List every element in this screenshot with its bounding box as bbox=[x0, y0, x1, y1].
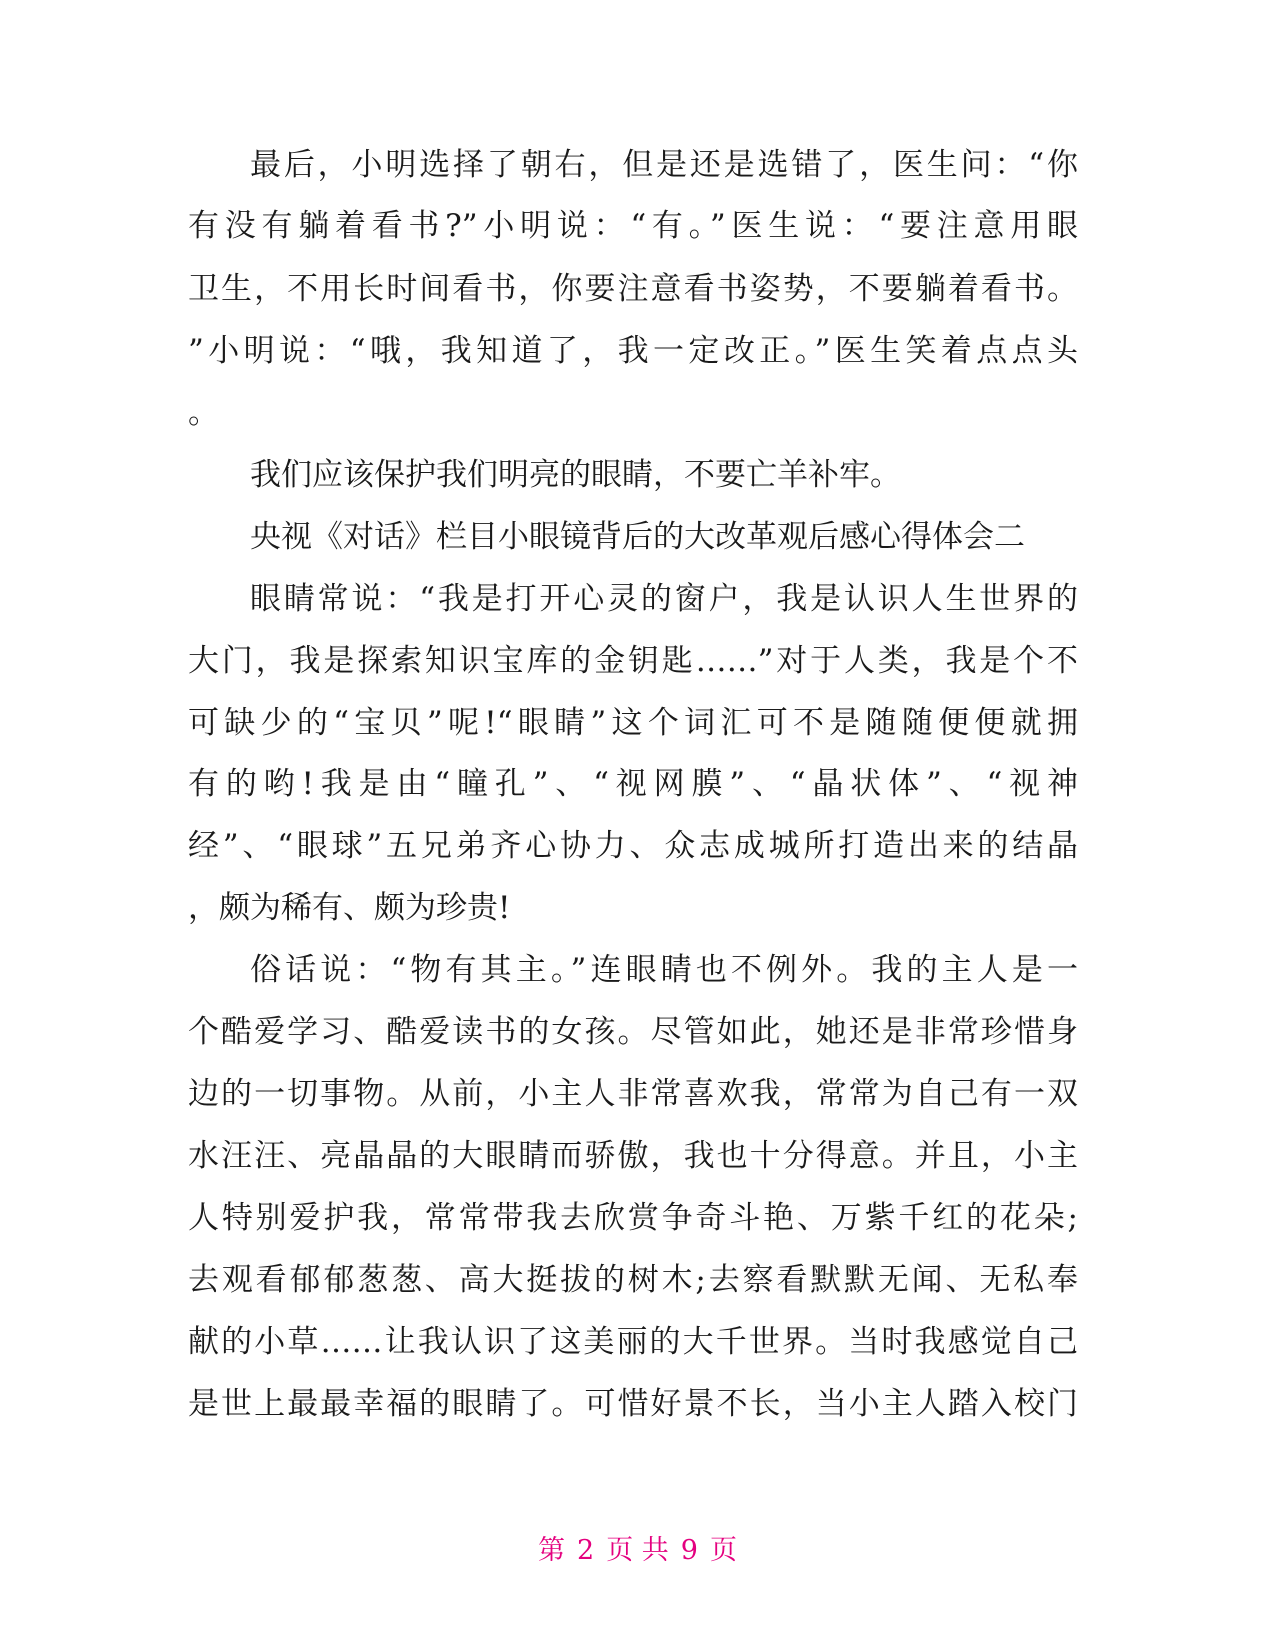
paragraph-line: 个酷爱学习、酷爱读书的女孩。尽管如此，她还是非常珍惜身 bbox=[188, 1014, 1078, 1050]
paragraph-line: 经”、“眼球”五兄弟齐心协力、众志成城所打造出来的结晶 bbox=[188, 828, 1078, 864]
paragraph-line: ”小明说：“哦，我知道了，我一定改正。”医生笑着点点头 bbox=[188, 333, 1078, 369]
section-heading: 央视《对话》栏目小眼镜背后的大改革观后感心得体会二 bbox=[250, 519, 1025, 555]
footer-prefix: 第 bbox=[538, 1535, 566, 1566]
paragraph-line: 献的小草……让我认识了这美丽的大千世界。当时我感觉自己 bbox=[188, 1324, 1078, 1360]
paragraph-line: 去观看郁郁葱葱、高大挺拔的树木;去察看默默无闻、无私奉 bbox=[188, 1262, 1078, 1298]
total-pages-number: 9 bbox=[680, 1535, 698, 1566]
paragraph-line: 有没有躺着看书?”小明说：“有。”医生说：“要注意用眼 bbox=[188, 208, 1078, 244]
paragraph-line: 最后，小明选择了朝右，但是还是选错了，医生问：“你 bbox=[250, 147, 1078, 183]
paragraph-line: 可缺少的“宝贝”呢!“眼睛”这个词汇可不是随随便便就拥 bbox=[188, 705, 1078, 741]
paragraph-line: 眼睛常说：“我是打开心灵的窗户，我是认识人生世界的 bbox=[250, 581, 1078, 617]
paragraph-line: 有的哟!我是由“瞳孔”、“视网膜”、“晶状体”、“视神 bbox=[188, 766, 1078, 802]
paragraph-line: 我们应该保护我们明亮的眼睛，不要亡羊补牢。 bbox=[250, 457, 901, 493]
current-page-number: 2 bbox=[577, 1535, 595, 1566]
paragraph-line: 俗话说：“物有其主。”连眼睛也不例外。我的主人是一 bbox=[250, 952, 1078, 988]
paragraph-line: 大门，我是探索知识宝库的金钥匙……”对于人类，我是个不 bbox=[188, 643, 1078, 679]
footer-middle: 页 共 bbox=[606, 1535, 669, 1566]
page-footer bbox=[0, 1528, 1275, 1567]
paragraph-line: ，颇为稀有、颇为珍贵! bbox=[188, 890, 511, 926]
paragraph-line: 。 bbox=[188, 395, 219, 431]
footer-suffix: 页 bbox=[709, 1535, 737, 1566]
paragraph-line: 边的一切事物。从前，小主人非常喜欢我，常常为自己有一双 bbox=[188, 1076, 1078, 1112]
paragraph-line: 水汪汪、亮晶晶的大眼睛而骄傲，我也十分得意。并且，小主 bbox=[188, 1138, 1078, 1174]
paragraph-line: 卫生，不用长时间看书，你要注意看书姿势，不要躺着看书。 bbox=[188, 271, 1078, 307]
paragraph-line: 人特别爱护我，常常带我去欣赏争奇斗艳、万紫千红的花朵; bbox=[188, 1200, 1078, 1236]
paragraph-line: 是世上最最幸福的眼睛了。可惜好景不长，当小主人踏入校门 bbox=[188, 1386, 1078, 1422]
